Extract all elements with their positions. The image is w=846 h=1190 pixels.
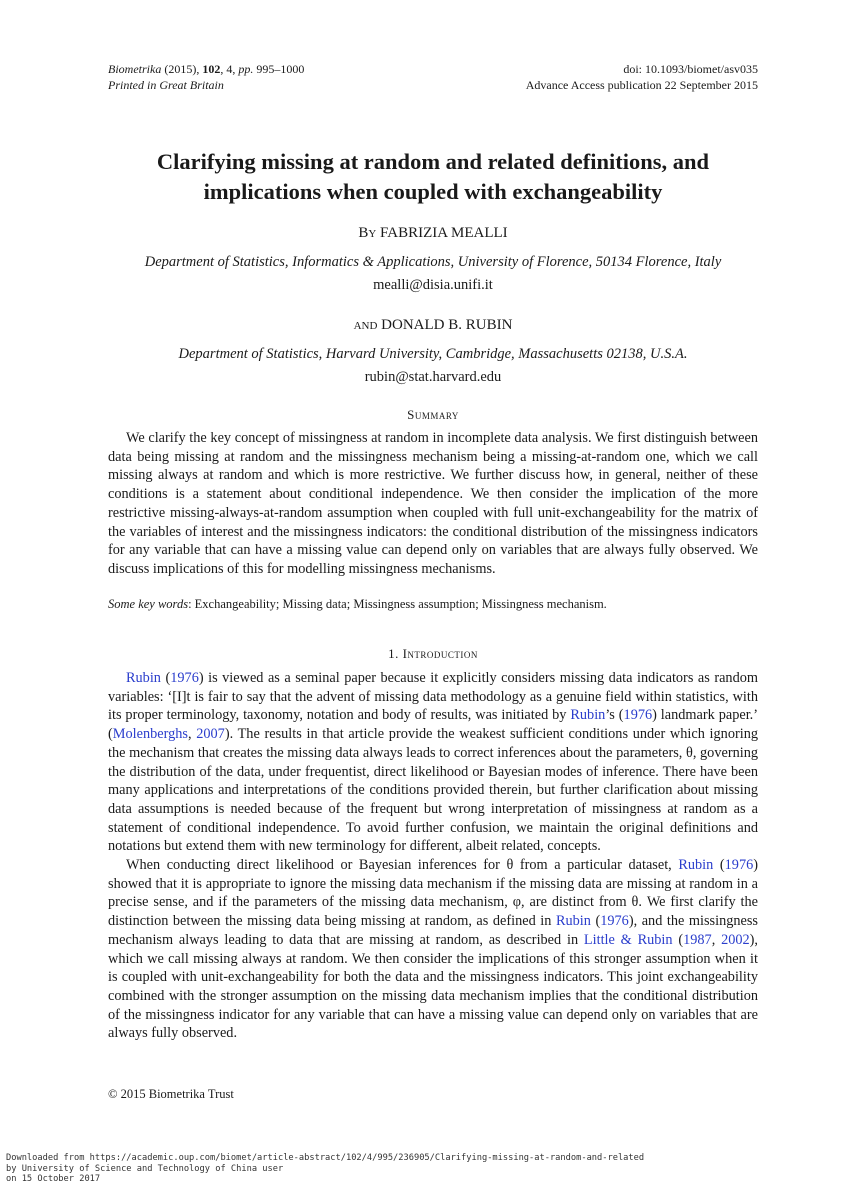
paper-title: Clarifying missing at random and related definitions, and implications when coupled with exchangeability <box>156 149 710 204</box>
author-1: By FABRIZIA MEALLI <box>358 225 508 241</box>
printed-in: Printed in Great Britain <box>108 78 224 92</box>
volume-number: 102 <box>202 62 221 76</box>
summary-heading: Summary <box>407 407 459 422</box>
intro-paragraph-1: Rubin (1976) is viewed as a seminal paper because it explicitly considers missing data indicators as random variables: ‘[I]t is fair to say that the advent of missing data methodology as a genuine field within statistics, with its proper terminology, taxonomy, notation and body of results, was initiated by Rubin’s (1976) landmark paper.’ (Molenberghs, 2007). The results in that article provide the weakest sufficient conditions under which ignoring the mechanism that creates the missing data always leads to correct inferences about the parameters, θ, governing the distribution of the data, under frequentist, direct likelihood or Bayesian modes of inference. There have been many applications and interpretations of the conditions provided therein, but further clarification about missing data assumptions is needed because of the frequent but wrong interpretation of missingness at random as a statement of conditional independence. To avoid further confusion, we maintain the original definitions and notations but extend them with new terminology for different, albeit related, concepts. <box>108 670 759 855</box>
citation-link[interactable]: Little & Rubin <box>583 931 673 948</box>
introduction-body <box>108 669 758 1043</box>
running-header-right <box>526 61 758 93</box>
affiliation-1: Department of Statistics, Informatics & Applications, University of Florence, 50134 Florence, Italy <box>144 254 722 270</box>
citation-link[interactable]: 1976 <box>600 913 629 930</box>
download-footer: Downloaded from https://academic.oup.com/biomet/article-abstract/102/4/995/236905/Clarifying-missing-at-random-and-related by University of Science and Technology of China user on 15 October 2017 <box>6 1153 645 1184</box>
running-header-left: Biometrika (2015), 102, 4, pp. 995–1000 Printed in Great Britain <box>108 62 305 92</box>
citation-link[interactable]: Rubin <box>570 707 606 724</box>
citation-link[interactable]: 1987 <box>683 931 712 948</box>
affiliation-2: Department of Statistics, Harvard University, Cambridge, Massachusetts 02138, U.S.A. <box>178 346 688 362</box>
email-2: rubin@stat.harvard.edu <box>364 369 502 385</box>
doi: doi: 10.1093/biomet/asv035 <box>623 62 758 76</box>
introduction-heading: 1. Introduction <box>388 646 478 661</box>
citation-link[interactable]: 1976 <box>170 670 199 686</box>
email-1: mealli@disia.unifi.it <box>373 277 493 293</box>
citation-link[interactable]: 2002 <box>721 931 750 948</box>
citation-link[interactable]: 2007 <box>196 726 225 743</box>
keywords: Some key words: Exchangeability; Missing data; Missingness assumption; Missingness mechanism. <box>108 597 607 611</box>
citation-link[interactable]: Rubin <box>126 670 161 686</box>
intro-paragraph-2: When conducting direct likelihood or Bayesian inferences for θ from a particular dataset, Rubin (1976) showed that it is appropriate to ignore the missing data mechanism if the missing data are missing at random in a precise sense, and if the parameters of the missing data mechanism, φ, are distinct from θ. We first clarify the distinction between the missing data being missing at random, as defined in Rubin (1976), and the missingness mechanism always leading to data that are missing at random, as described in Little & Rubin (1987, 2002), which we call missing always at random. We then consider the implications of this stronger assumption when it is coupled with unit-exchangeability for both the data and the missingness indicators. This joint exchangeability combined with the stronger assumption on the missing data mechanism implies that the conditional distribution of the missingness indicator for any variable that can have a missing value can depend only on variables that are always fully observed. <box>108 857 759 1042</box>
citation-link[interactable]: Molenberghs <box>112 726 188 743</box>
summary-text: We clarify the key concept of missingness at random in incomplete data analysis. We first distinguish between data being missing at random and the missingness mechanism being a missing-at-random one, which we call missing always at random and which is more restrictive. We further discuss how, in general, neither of these conditions is a statement about conditional independence. We then consider the implication of the more restrictive missing-always-at-random assumption when coupled with full unit-exchangeability for the matrix of the variables of interest and the missingness indicators: the conditional distribution of the missingness indicators for any variable that can have a missing value can depend only on variables that are always fully observed. We discuss implications of this for modelling missingness mechanisms. <box>108 430 758 577</box>
advance-access: Advance Access publication 22 September 2015 <box>525 78 758 92</box>
copyright-notice: © 2015 Biometrika Trust <box>108 1087 234 1101</box>
author-2: and DONALD B. RUBIN <box>353 317 513 333</box>
citation-link[interactable]: 1976 <box>623 707 653 724</box>
citation-link[interactable]: 1976 <box>724 857 754 874</box>
journal-name: Biometrika <box>108 62 162 76</box>
citation-link[interactable]: Rubin <box>678 857 714 874</box>
citation-link[interactable]: Rubin <box>555 913 591 930</box>
